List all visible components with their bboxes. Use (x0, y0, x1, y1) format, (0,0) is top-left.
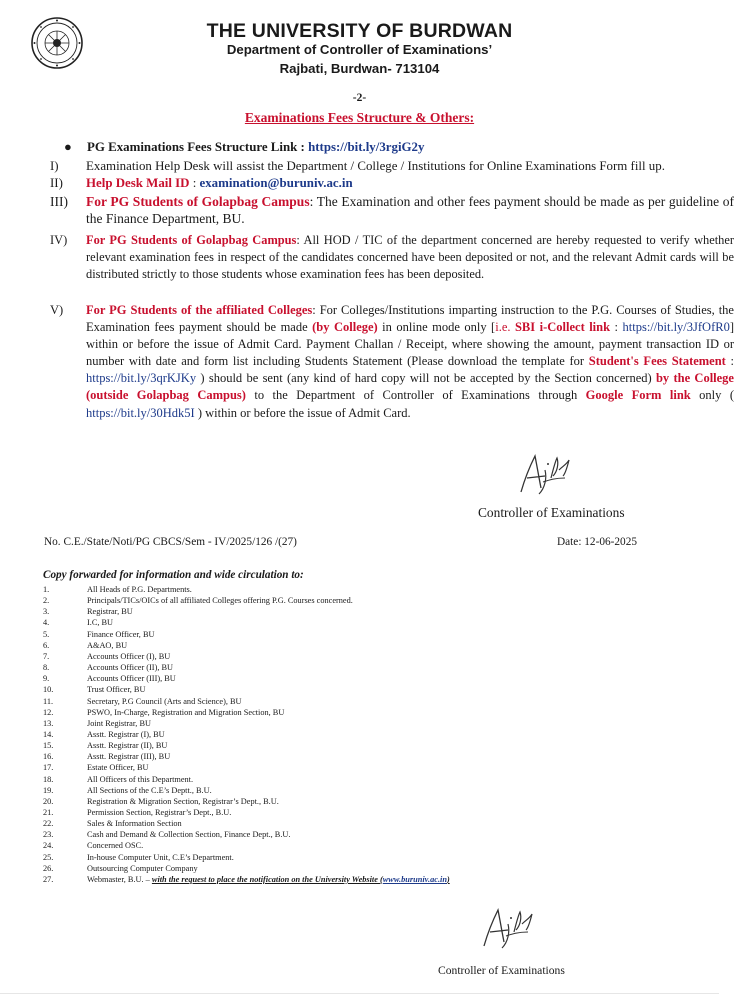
item-text: : All HOD / TIC of the department concerned are hereby requested to verify whether relevant examination fees in respect of the candidates concerned have been deposited or not, and the relevant Admit cards will be distributed strictly to those students whose examination fees has been deposited. (86, 233, 734, 282)
copy-list-item (43, 606, 643, 617)
copy-list-number: 21. (43, 808, 54, 817)
copy-list-number: 15. (43, 741, 54, 751)
copy-list-text: Accounts Officer (III), BU (87, 674, 176, 684)
signature-image (478, 902, 538, 952)
fees-statement-label: Student's Fees Statement (588, 354, 726, 369)
signature-image (515, 448, 575, 498)
help-desk-email-link[interactable]: examination@buruniv.ac.in (199, 176, 353, 190)
copy-list-text: Finance Officer, BU (87, 629, 155, 639)
ie-emphasis: i.e. (495, 320, 515, 335)
copy-list-number: 1. (43, 585, 50, 594)
copy-list-item (43, 807, 643, 818)
mail-id-label: Help Desk Mail ID (86, 176, 190, 190)
copy-list-number: 9. (43, 674, 50, 684)
text-run: in online mode only [ (377, 320, 496, 335)
copy-list-item (43, 684, 643, 695)
item-golapbag-fees (50, 193, 740, 229)
copy-list-text: Outsourcing Computer Company (87, 863, 198, 873)
department-name: Department of Controller of Examinations’ (226, 42, 493, 57)
copy-list-number: 18. (43, 774, 54, 784)
fees-statement-link[interactable]: https://bit.ly/3qrKJKy (86, 371, 197, 386)
copy-list-number: 23. (43, 830, 54, 840)
copy-list-number: 22. (43, 819, 54, 829)
closing-paren: ) (446, 874, 450, 884)
copy-list-number: 4. (43, 618, 50, 628)
signatory-title-bottom: Controller of Examinations (438, 964, 565, 977)
copy-list-text: Webmaster, B.U. – (87, 874, 152, 884)
item-number: IV) (50, 233, 68, 247)
copy-list-number: 20. (43, 796, 54, 806)
copy-list-number: 17. (43, 763, 54, 773)
signatory-title: Controller of Examinations (478, 505, 625, 520)
copy-list-number: 6. (43, 640, 50, 650)
university-name: THE UNIVERSITY OF BURDWAN (206, 20, 513, 42)
copy-list-item (43, 718, 643, 729)
copy-list-number: 2. (43, 596, 50, 606)
copy-list-text: Registrar, BU (87, 607, 133, 617)
copy-list-item (43, 762, 643, 773)
fees-structure-link[interactable]: https://bit.ly/3rgiG2y (308, 140, 425, 154)
copy-list-item (43, 696, 643, 707)
sbi-collect-link[interactable]: https://bit.ly/3JfOfR0 (622, 320, 730, 335)
memo-date: Date: 12-06-2025 (557, 536, 637, 548)
copy-list-item (43, 584, 643, 595)
text-run: ) should be sent (any kind of hard copy will not be accepted by the Section concerned) (196, 371, 656, 386)
copy-list-number: 27. (43, 874, 54, 884)
copy-list-number: 26. (43, 863, 54, 873)
copy-list-number: 25. (43, 852, 54, 862)
affiliated-lead: For PG Students of the affiliated Colleges (86, 303, 313, 317)
section-title: Examinations Fees Structure & Others: (244, 110, 475, 125)
copy-list-item (43, 729, 643, 740)
copy-list-number: 24. (43, 841, 54, 851)
item-number: I) (50, 159, 59, 173)
item-text: Examination Help Desk will assist the Department / College / Institutions for Online Examinations Form fill up. (86, 159, 665, 173)
fees-structure-label: PG Examinations Fees Structure Link : (87, 140, 309, 154)
copy-list-text: Principals/TICs/OICs of all affiliated Colleges offering P.G. Courses concerned. (87, 596, 353, 606)
copy-list-item (43, 640, 643, 651)
copy-list-text: Accounts Officer (I), BU (87, 651, 171, 661)
page-edge-line (0, 993, 719, 994)
text-run: only ( (690, 388, 734, 403)
copy-list-text: Permission Section, Registrar’s Dept., B.U. (87, 808, 232, 817)
copy-list-text: Cash and Demand & Collection Section, Finance Dept., B.U. (87, 830, 291, 840)
copy-list-item (43, 796, 643, 807)
outside-golapbag-emphasis: by the College (outside Golapbag Campus) (86, 371, 734, 403)
text-run: ] within or before the issue of Admit Card. Payment Challan / Receipt, where showing the amount, payment transaction ID or number with date and form list including Students Statement (Please download the template for (86, 320, 734, 369)
copy-list-item (43, 751, 643, 762)
copy-list-item (43, 818, 643, 829)
copy-list-number: 12. (43, 707, 54, 717)
item-help-desk (50, 158, 740, 176)
memo-number: No. C.E./State/Noti/PG CBCS/Sem - IV/2025/126 /(27) (44, 536, 297, 548)
copy-list-number: 11. (43, 696, 54, 706)
copy-list-text: I.C, BU (87, 618, 114, 628)
text-run: : (610, 320, 623, 335)
item-number: III) (50, 194, 68, 209)
copy-list-item (43, 785, 643, 796)
copy-list-item (43, 852, 643, 863)
page-number: -2- (352, 92, 367, 104)
university-address: Rajbati, Burdwan- 713104 (279, 61, 440, 76)
copy-list-text: All Sections of the C.E’s Deptt., B.U. (87, 785, 212, 795)
copy-list-item (43, 673, 643, 684)
copy-list-number: 7. (43, 651, 50, 661)
copy-list-item (43, 651, 643, 662)
copy-list-number: 3. (43, 607, 50, 617)
copy-list-text: A&AO, BU (87, 640, 128, 650)
copy-list-item (43, 774, 643, 785)
copy-list-item (43, 840, 643, 851)
item-golapbag-admit (50, 232, 740, 302)
text-run: : (725, 354, 734, 369)
copy-list-item (43, 617, 643, 628)
copy-list-text: Estate Officer, BU (87, 763, 149, 773)
copy-list-item (43, 707, 643, 718)
copy-list-text: All Officers of this Department. (87, 774, 194, 784)
copy-list-number: 8. (43, 663, 50, 673)
copy-list-text: Sales & Information Section (87, 819, 182, 829)
copy-list-item (43, 740, 643, 751)
copy-list-text: Secretary, P.G Council (Arts and Science), BU (87, 696, 242, 706)
copy-list-text: Trust Officer, BU (87, 685, 146, 695)
copy-list-number: 5. (43, 629, 50, 639)
copy-list-item (43, 595, 643, 606)
text-run: : For Colleges/Institutions imparting instruction to the P.G. Courses of Studies, the Examination fees payment should be made (86, 303, 734, 335)
golapbag-lead: For PG Students of Golapbag Campus (86, 194, 310, 209)
text-run: to the Department of Controller of Examinations through (245, 388, 586, 403)
item-affiliated-colleges (50, 302, 740, 442)
sbi-collect-label: SBI i-Collect link (514, 320, 611, 335)
by-college-emphasis: (by College) (312, 320, 378, 335)
copy-list-text: Concerned OSC. (87, 841, 144, 851)
copy-list-text: Asstt. Registrar (III), BU (87, 752, 171, 762)
golapbag-lead: For PG Students of Golapbag Campus (86, 233, 297, 247)
copy-list (43, 584, 643, 884)
copy-list-text: PSWO, In-Charge, Registration and Migration Section, BU (87, 707, 285, 717)
copy-list-text: Asstt. Registrar (II), BU (87, 741, 168, 751)
item-mail-id (50, 175, 740, 193)
copy-list-item (43, 863, 643, 874)
copy-heading: Copy forwarded for information and wide circulation to: (43, 569, 304, 581)
copy-list-item (43, 829, 643, 840)
copy-list-text: In-house Computer Unit, C.E’s Department. (87, 852, 234, 862)
text-run: ) within or before the issue of Admit Card. (194, 405, 411, 420)
copy-list-number: 16. (43, 752, 54, 762)
copy-list-number: 13. (43, 718, 54, 728)
copy-list-number: 19. (43, 785, 54, 795)
university-website-link[interactable]: www.buruniv.ac.in (382, 874, 447, 884)
copy-list-number: 10. (43, 685, 54, 695)
copy-list-number: 14. (43, 729, 54, 739)
item-number: V) (50, 303, 64, 317)
item-number: II) (50, 176, 63, 190)
item-text: : The Examination and other fees payment should be made as per guideline of the Finance Department, BU. (86, 194, 734, 227)
copy-list-item (43, 662, 643, 673)
bullet-icon: ● (64, 140, 72, 154)
google-form-label: Google Form link (585, 388, 691, 403)
webmaster-request: with the request to place the notification on the University Website ( (151, 874, 383, 884)
separator: : (189, 176, 200, 190)
copy-list-text: Joint Registrar, BU (87, 718, 151, 728)
copy-list-text: Asstt. Registrar (I), BU (87, 729, 165, 739)
copy-list-text: Registration & Migration Section, Registrar’s Dept., B.U. (87, 796, 279, 806)
copy-list-item (43, 629, 643, 640)
copy-list-text: Accounts Officer (II), BU (87, 663, 174, 673)
google-form-link[interactable]: https://bit.ly/30Hdk5I (86, 405, 195, 420)
copy-list-text: All Heads of P.G. Departments. (87, 585, 192, 594)
